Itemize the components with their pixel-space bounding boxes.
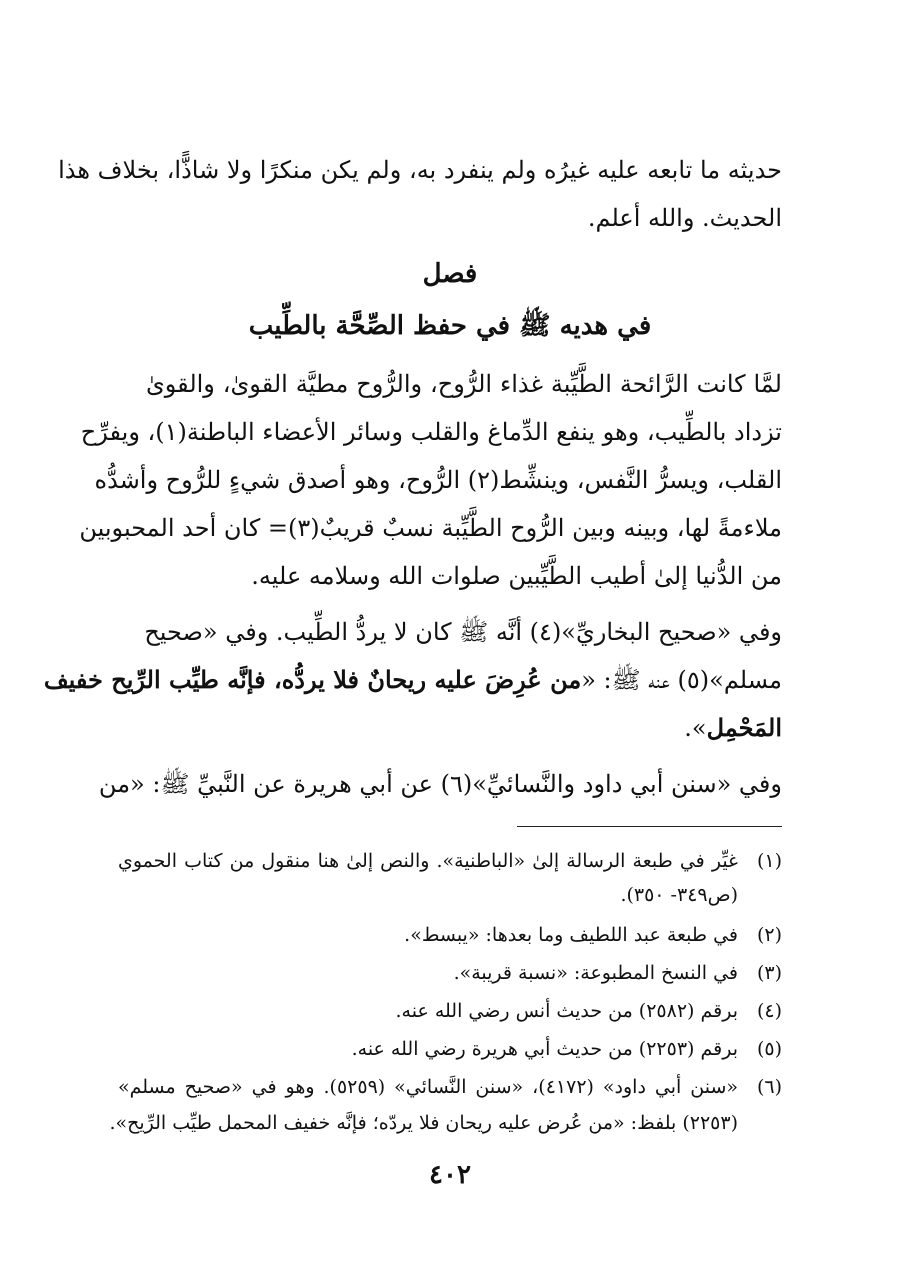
paragraph-line: وفي «سنن أبي داود والنَّسائيِّ»(٦) عن أبي هريرة عن النَّبيِّ ﷺ: «من — [98, 770, 782, 798]
hadith-quote: من عُرِضَ عليه ريحانٌ فلا يردُّه، فإنَّه طيِّب الرِّيح خفيف — [43, 665, 582, 694]
footnote — [118, 846, 782, 880]
page-number: ٤٠٢ — [429, 1160, 471, 1190]
footnote-number: (٥) — [756, 1038, 782, 1060]
footnote-continuation: (٢٢٥٣) بلفظ: «من عُرض عليه ريحان فلا يردّه؛ فإنَّه خفيف المحمل طيِّب الرِّيح». — [109, 1112, 738, 1134]
footnote — [118, 1072, 782, 1106]
footnote-number: (٦) — [756, 1076, 782, 1098]
paragraph-line: القلب، ويسرُّ النَّفس، وينشِّط(٢) الرُّوح، وهو أصدق شيءٍ للرُّوح وأشدُّه — [94, 466, 782, 494]
footnote — [118, 996, 782, 1030]
paragraph-line: ملاءمةً لها، وبينه وبين الرُّوح الطَّيِّبة نسبٌ قريبٌ(٣)= كان أحد المحبوبين — [79, 514, 782, 542]
section-title: في هديه ﷺ في حفظ الصِّحَّة بالطِّيب — [248, 311, 652, 341]
footnote-text: برقم (٢٢٥٣) من حديث أبي هريرة رضي الله عنه. — [351, 1038, 738, 1060]
footnote-text: في النسخ المطبوعة: «نسبة قريبة». — [453, 962, 738, 984]
footnote-number: (١) — [756, 850, 782, 872]
paragraph-line — [43, 662, 782, 702]
footnote-number: (٣) — [756, 962, 782, 984]
paragraph-line: من الدُّنيا إلىٰ أطيب الطَّيِّبين صلوات الله وسلامه عليه. — [251, 562, 782, 590]
paragraph-text: مسلم»(٥) عنه ﷺ: « — [581, 666, 782, 694]
footnote-text: غيِّر في طبعة الرسالة إلىٰ «الباطنية». والنص إلىٰ هنا منقول من كتاب الحموي — [118, 850, 738, 872]
footnote-number: (٤) — [756, 1000, 782, 1022]
paragraph-line: تزداد بالطِّيب، وهو ينفع الدِّماغ والقلب وسائر الأعضاء الباطنة(١)، ويفرِّح — [80, 418, 782, 446]
footnote-separator — [517, 826, 782, 827]
footnote — [118, 958, 782, 992]
footnote — [118, 920, 782, 954]
body-line: حديثه ما تابعه عليه غيرُه ولم ينفرد به، ولم يكن منكرًا ولا شاذًّا، بخلاف هذا — [58, 156, 782, 184]
paragraph-line: وفي «صحيح البخاريِّ»(٤) أنَّه ﷺ كان لا يردُّ الطِّيب. وفي «صحيح — [144, 618, 782, 646]
footnote-text: برقم (٢٥٨٢) من حديث أنس رضي الله عنه. — [395, 1000, 738, 1022]
hadith-quote: المَحْمِل — [706, 713, 782, 742]
footnote-continuation: (ص٣٤٩- ٣٥٠). — [620, 884, 738, 906]
paragraph-line — [118, 710, 782, 750]
body-line: الحديث. والله أعلم. — [587, 204, 782, 232]
paragraph-text: ». — [684, 714, 707, 742]
footnote-text: «سنن أبي داود» (٤١٧٢)، «سنن النَّسائي» (٥٢٥٩). وهو في «صحيح مسلم» — [118, 1076, 738, 1098]
footnote-text: في طبعة عبد اللطيف وما بعدها: «يبسط». — [404, 924, 738, 946]
paragraph-line: لمَّا كانت الرَّائحة الطَّيِّبة غذاء الرُّوح، والرُّوح مطيَّة القوىٰ، والقوىٰ — [146, 370, 782, 398]
footnote-number: (٢) — [756, 924, 782, 946]
section-label: فصل — [422, 259, 478, 289]
footnote — [118, 1034, 782, 1068]
